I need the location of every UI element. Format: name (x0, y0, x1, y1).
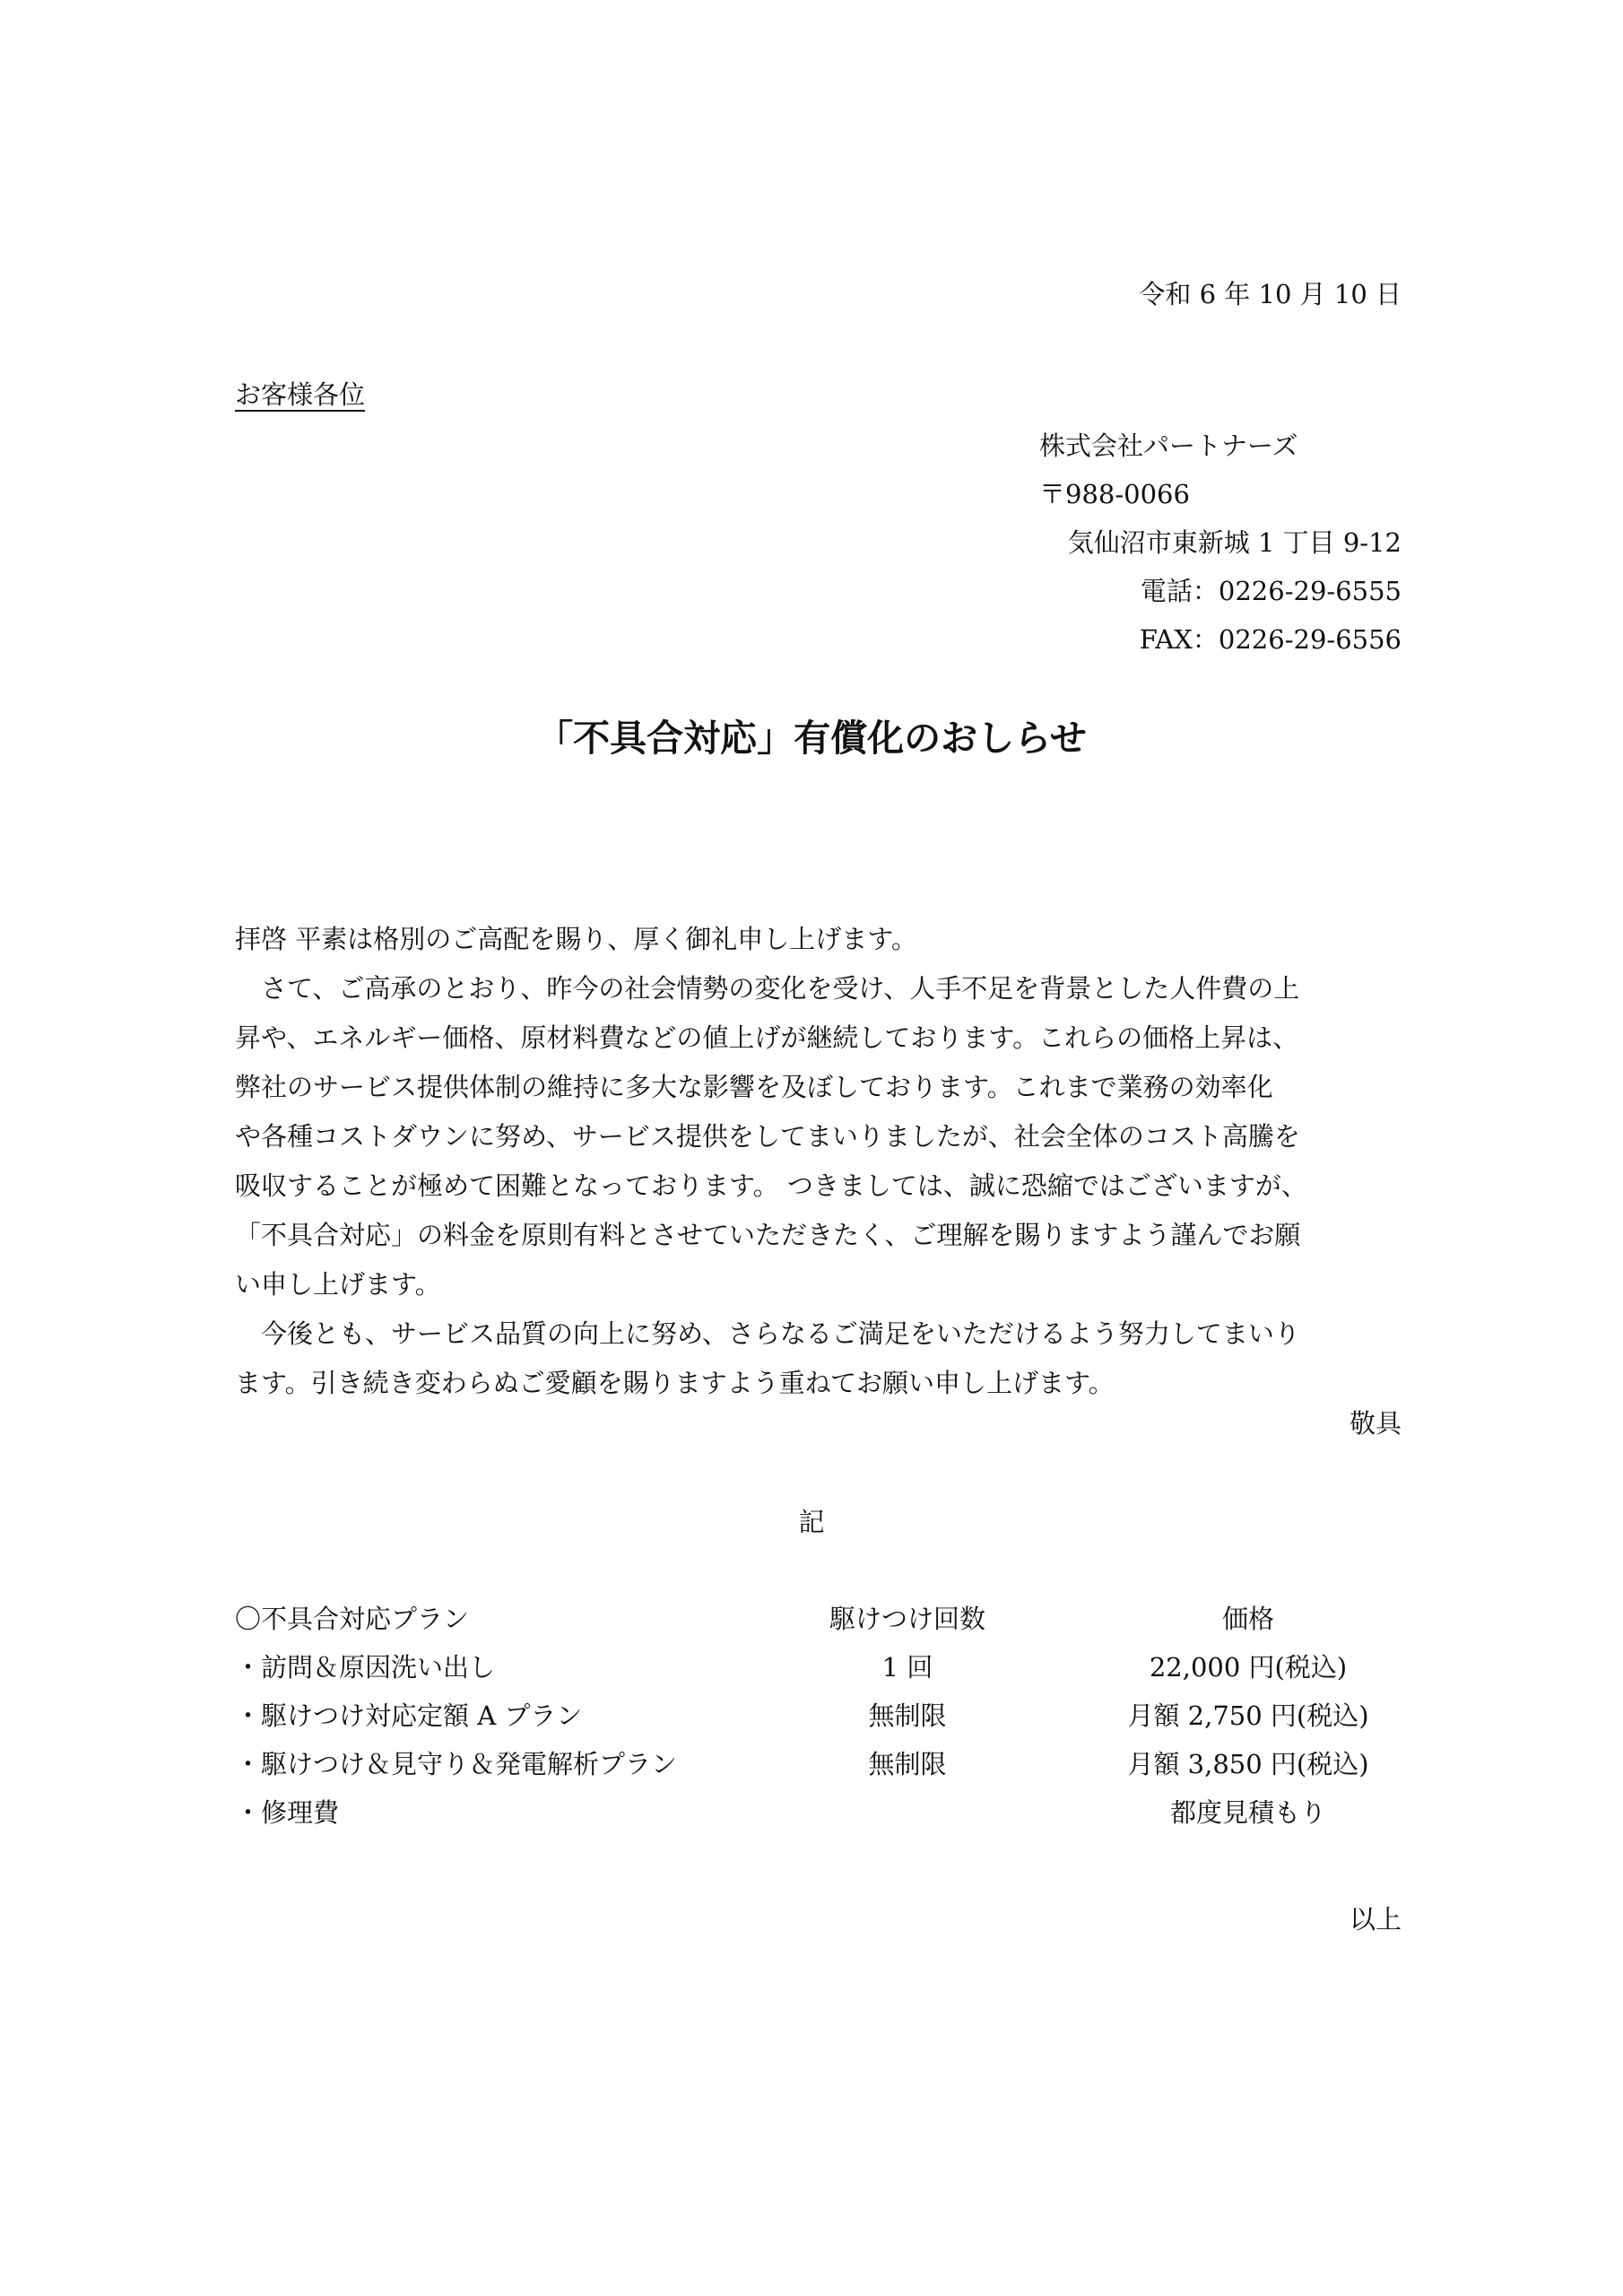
closing-keigu: 敬具 (1349, 1408, 1402, 1439)
sender-company: 株式会社パートナーズ (1039, 430, 1298, 461)
row-plan: ・駆けつけ＆見守り＆発電解析プラン (235, 1749, 678, 1779)
header-plan: 〇不具合対応プラン (235, 1604, 470, 1634)
body-line: 吸収することが極めて困難となっております。 つきましては、誠に恐縮ではございますが、 (235, 1170, 1307, 1201)
sender-fax: FAX：0226-29-6556 (1139, 624, 1402, 655)
header-count: 駆けつけ回数 (829, 1604, 985, 1634)
body-line: い申し上げます。 (235, 1269, 441, 1300)
row-price: 都度見積もり (1169, 1797, 1326, 1828)
addressee: お客様各位 (235, 379, 366, 410)
sender-block (1025, 422, 1402, 664)
sender-phone: 電話：0226-29-6555 (1140, 576, 1402, 606)
row-price: 月額 3,850 円(税込) (1127, 1749, 1369, 1779)
ki-heading: 記 (798, 1507, 825, 1537)
body-line: さて、ご高承のとおり、昨今の社会情勢の変化を受け、人手不足を背景とした人件費の上 (235, 973, 1300, 1004)
row-plan: ・駆けつけ対応定額 A プラン (235, 1700, 583, 1731)
body-line: 弊社のサービス提供体制の維持に多大な影響を及ぼしております。これまで業務の効率化 (235, 1072, 1273, 1102)
letter-body (235, 915, 1401, 1408)
body-line: ます。引き続き変わらぬご愛顧を賜りますよう重ねてお願い申し上げます。 (235, 1368, 1115, 1398)
table-row (235, 1793, 1401, 1841)
table-header-row (235, 1599, 1401, 1648)
sender-address: 気仙沼市東新城 1 丁目 9-12 (1067, 527, 1402, 558)
header-price: 価格 (1221, 1604, 1274, 1634)
row-count: 無制限 (868, 1749, 947, 1779)
table-row (235, 1744, 1401, 1793)
body-line: 今後とも、サービス品質の向上に努め、さらなるご満足をいただけるよう努力してまいり (235, 1318, 1300, 1349)
sender-postal-code: 〒988-0066 (1039, 479, 1190, 509)
body-line: 「不具合対応」の料金を原則有料とさせていただきたく、ご理解を賜りますよう謹んでお願 (235, 1220, 1301, 1250)
table-row (235, 1696, 1401, 1744)
row-plan: ・訪問＆原因洗い出し (235, 1652, 496, 1683)
body-line: や各種コストダウンに努め、サービス提供をしてまいりましたが、社会全体のコスト高騰を (235, 1121, 1300, 1152)
row-count: 無制限 (868, 1700, 947, 1731)
document-title: 「不具合対応」有償化のおしらせ (536, 717, 1087, 760)
plan-table (235, 1599, 1401, 1841)
row-price: 22,000 円(税込) (1149, 1652, 1348, 1683)
row-plan: ・修理費 (235, 1797, 340, 1828)
table-row (235, 1648, 1401, 1696)
document-date: 令和 6 年 10 月 10 日 (1139, 279, 1402, 309)
closing-ijo: 以上 (1349, 1904, 1402, 1935)
body-line: 拝啓 平素は格別のご高配を賜り、厚く御礼申し上げます。 (235, 924, 917, 954)
row-price: 月額 2,750 円(税込) (1127, 1700, 1369, 1731)
body-line: 昇や、エネルギー価格、原材料費などの値上げが継続しております。これらの価格上昇は、 (235, 1022, 1299, 1053)
row-count: 1 回 (881, 1652, 933, 1683)
